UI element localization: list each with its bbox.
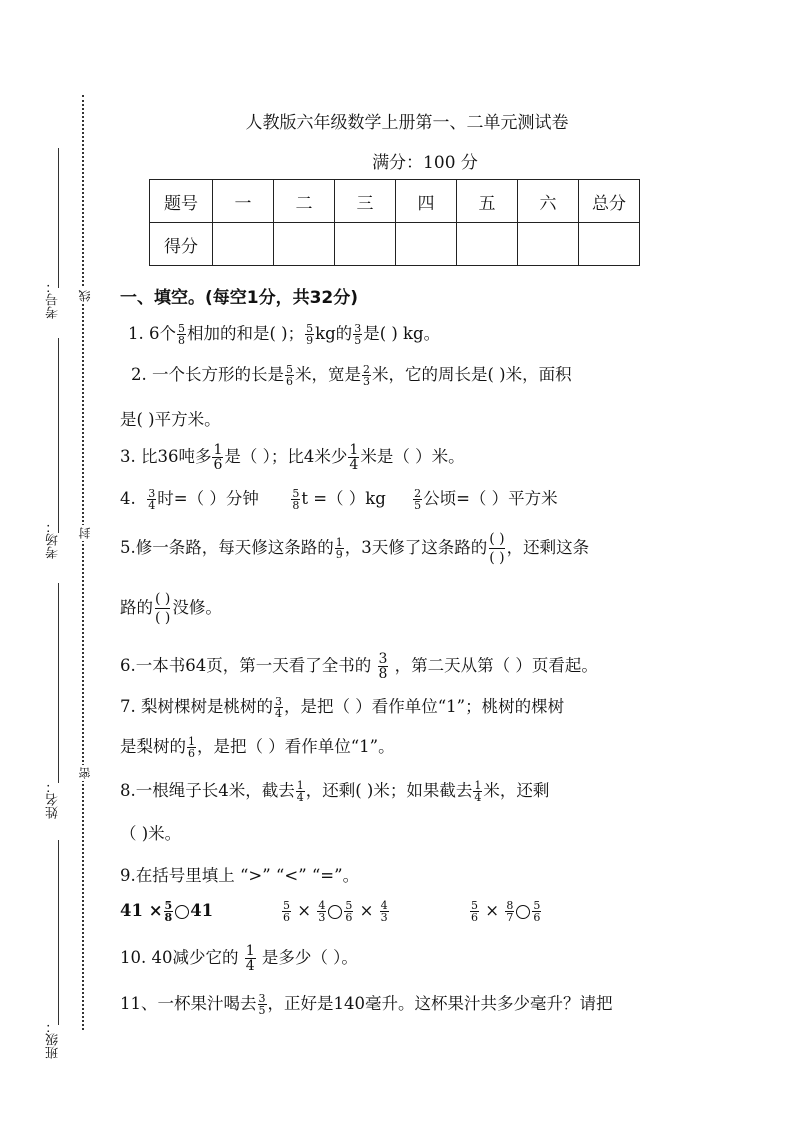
q-text: t =（ ）kg — [301, 489, 386, 508]
q-text: 2. 一个长方形的长是 — [131, 365, 284, 384]
table-cell: 六 — [518, 180, 579, 223]
xingming-label: 姓名： — [46, 780, 61, 819]
table-cell: 一 — [213, 180, 274, 223]
times-sign: × — [485, 901, 500, 920]
seal-feng: 封 — [78, 527, 92, 539]
score-input-cell[interactable] — [335, 223, 396, 266]
q-text: 8.一根绳子长4米，截去 — [120, 781, 295, 800]
fraction: $\frac{5}{6}$ — [283, 899, 290, 924]
question-5-line2 — [120, 590, 222, 627]
table-cell: 题号 — [150, 180, 213, 223]
q-text: 米，它的周长是( )米，面积 — [372, 365, 572, 384]
q-text: 公顷=（ ）平方米 — [423, 489, 558, 508]
fraction: $\frac{3}{4}$ — [275, 695, 282, 720]
table-cell: 二 — [274, 180, 335, 223]
compare-circle[interactable] — [516, 905, 530, 919]
kaochang-write-line — [58, 338, 59, 533]
score-input-cell[interactable] — [518, 223, 579, 266]
times-sign: × — [297, 901, 312, 920]
q-number: 4. — [120, 489, 136, 508]
seal-xian: 线 — [78, 290, 92, 302]
fraction: $\frac{1}{6}$ — [213, 442, 223, 473]
q-text: ，还剩这条 — [506, 538, 590, 557]
q-text: 5.修一条路，每天修这条路的 — [120, 538, 334, 557]
kaochang-label: 考场： — [46, 520, 61, 559]
fraction: $\frac{3}{5}$ — [354, 322, 362, 347]
score-input-cell[interactable] — [274, 223, 335, 266]
q-text: 7. 梨树棵树是桃树的 — [120, 697, 273, 716]
table-cell: 总分 — [579, 180, 640, 223]
compare-circle[interactable] — [328, 905, 342, 919]
fraction: $\frac{5}{8}$ — [292, 487, 300, 512]
question-2-line2: 是( )平方米。 — [120, 410, 221, 429]
fold-dotted-line — [82, 95, 84, 1030]
q-text: ，还剩( )米；如果截去 — [305, 781, 473, 800]
blank-fraction[interactable]: ( ) ( ) — [155, 591, 171, 626]
question-8 — [120, 777, 549, 803]
q-text: 11、一杯果汁喝去 — [120, 994, 257, 1013]
score-input-cell[interactable] — [213, 223, 274, 266]
fraction: $\frac{2}{3}$ — [363, 363, 370, 388]
question-7 — [120, 693, 564, 719]
seal-mi: 密 — [78, 767, 92, 779]
fraction: $\frac{1}{6}$ — [188, 735, 195, 760]
question-1 — [128, 320, 440, 346]
fraction: $\frac{4}{3}$ — [380, 899, 388, 924]
q-text: 41 — [190, 901, 214, 920]
fraction: $\frac{1}{4}$ — [474, 779, 482, 804]
q-text: ，3天修了这条路的 — [344, 538, 488, 557]
question-4 — [120, 485, 558, 511]
fraction: $\frac{3}{5}$ — [258, 992, 266, 1017]
times-sign: × — [359, 901, 374, 920]
table-cell: 四 — [396, 180, 457, 223]
question-7-line2 — [120, 733, 395, 759]
page-title: 人教版六年级数学上册第一、二单元测试卷 — [245, 113, 569, 133]
q-text: 10. 40减少它的 — [120, 948, 239, 967]
q-text: 41 × — [120, 901, 163, 920]
q-text: 米，宽是 — [295, 365, 361, 384]
score-table — [149, 179, 640, 266]
q-text: ，是把（ ）看作单位“1”；桃树的棵树 — [284, 697, 565, 716]
full-score: 满分：100 分 — [372, 153, 478, 173]
q-text: ，是把（ ）看作单位“1”。 — [197, 737, 395, 756]
question-5 — [120, 530, 589, 567]
fraction: $\frac{1}{9}$ — [335, 536, 343, 561]
q-text: 是多少（ ）。 — [261, 948, 358, 967]
blank-fraction[interactable]: ( ) ( ) — [489, 531, 505, 566]
kaohao-label: 考号： — [46, 280, 61, 319]
fraction: $\frac{5}{9}$ — [306, 322, 314, 347]
score-input-cell[interactable] — [457, 223, 518, 266]
table-cell: 三 — [335, 180, 396, 223]
banji-label: 班级： — [46, 1020, 61, 1059]
q-text: ，第二天从第（ ）页看起。 — [394, 656, 598, 675]
q-text: ，正好是140毫升。这杯果汁共多少毫升？请把 — [267, 994, 613, 1013]
compare-item-2 — [281, 900, 390, 923]
q-text: 1. 6个 — [128, 324, 176, 343]
fraction: $\frac{2}{5}$ — [414, 487, 422, 512]
score-input-cell[interactable] — [579, 223, 640, 266]
q-text: 是( ) kg。 — [363, 324, 441, 343]
compare-circle[interactable] — [175, 905, 189, 919]
fraction: $\frac{5}{8}$ — [164, 899, 173, 924]
q-text: 是（ ）；比4米少 — [224, 447, 348, 466]
fraction: $\frac{1}{4}$ — [245, 943, 255, 974]
fraction: $\frac{1}{4}$ — [349, 442, 359, 473]
question-2 — [131, 361, 572, 387]
fraction: $\frac{5}{6}$ — [471, 899, 478, 924]
q-text: 路的 — [120, 598, 153, 617]
compare-item-3 — [469, 900, 542, 923]
question-9: 9.在括号里填上 “>” “<” “=”。 — [120, 866, 360, 885]
q-text: 没修。 — [172, 598, 222, 617]
fraction: $\frac{4}{3}$ — [318, 899, 326, 924]
q-text: 相加的和是( )； — [187, 324, 305, 343]
table-cell: 得分 — [150, 223, 213, 266]
q-text: 米，还剩 — [483, 781, 550, 800]
q-text: 时=（ ）分钟 — [157, 489, 259, 508]
fraction: $\frac{3}{8}$ — [378, 651, 388, 682]
section-heading: 一、填空。(每空1分，共32分) — [120, 288, 359, 308]
q-text: 6.一本书64页，第一天看了全书的 — [120, 656, 372, 675]
table-cell: 五 — [457, 180, 518, 223]
compare-item-1 — [120, 900, 213, 923]
score-table-score-row — [150, 223, 640, 266]
question-8-line2: （ )米。 — [120, 824, 182, 843]
question-6 — [120, 652, 598, 681]
fraction: $\frac{5}{6}$ — [286, 363, 293, 388]
fraction: $\frac{5}{6}$ — [345, 899, 353, 924]
fraction: $\frac{5}{8}$ — [178, 322, 185, 347]
q-text: 是梨树的 — [120, 737, 186, 756]
q-text: kg的 — [315, 324, 353, 343]
question-3 — [120, 443, 465, 472]
score-input-cell[interactable] — [396, 223, 457, 266]
question-11 — [120, 990, 613, 1016]
q-text: 3. 比36吨多 — [120, 447, 212, 466]
xingming-write-line — [58, 583, 59, 783]
fraction: $\frac{1}{4}$ — [296, 779, 304, 804]
fraction: $\frac{8}{7}$ — [506, 899, 514, 924]
score-table-header-row — [150, 180, 640, 223]
banji-write-line — [58, 840, 59, 1025]
fraction: $\frac{5}{6}$ — [533, 899, 541, 924]
question-10 — [120, 944, 358, 973]
fraction: $\frac{3}{4}$ — [148, 487, 156, 512]
q-text: 米是（ ）米。 — [360, 447, 465, 466]
